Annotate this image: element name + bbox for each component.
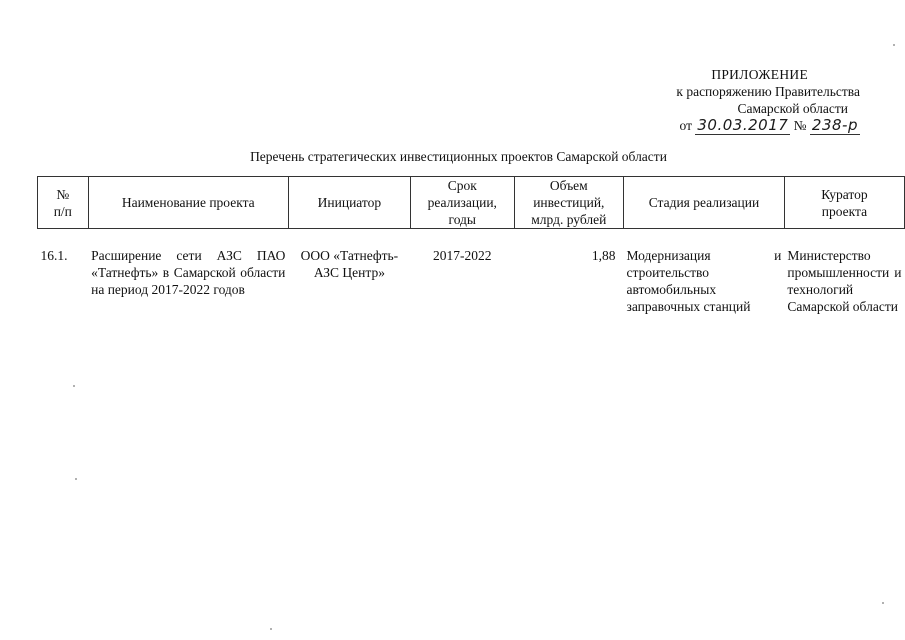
header-name: Наименование проекта [88, 177, 288, 229]
number-prefix: № [793, 118, 807, 133]
header-term-line-1: Срок [447, 178, 477, 193]
header-term [410, 177, 514, 229]
header-stage: Стадия реализации [624, 177, 785, 229]
scan-speck [270, 628, 272, 630]
appendix-heading: ПРИЛОЖЕНИЕ [711, 67, 808, 82]
header-initiator: Инициатор [288, 177, 410, 229]
scan-speck [882, 602, 884, 604]
cell-curator: Министерство промышленности и технологий Самарской области [787, 248, 902, 314]
appendix-date-line [560, 117, 860, 134]
appendix-header [560, 66, 860, 134]
date-prefix: от [679, 118, 693, 133]
header-num [38, 177, 89, 229]
appendix-line-2: Самарской области [737, 101, 848, 116]
cell-investment: 1,88 [591, 248, 616, 263]
appendix-line-1: к распоряжению Правительства [676, 84, 860, 99]
header-term-line-3: годы [448, 212, 477, 227]
header-num-line-2: п/п [53, 203, 72, 219]
cell-term: 2017-2022 [433, 248, 492, 263]
header-curator [784, 177, 904, 229]
header-num-line-1: № [56, 186, 70, 202]
cell-num: 16.1. [40, 248, 68, 263]
projects-table [37, 176, 905, 315]
handwritten-date: 30.03.2017 [697, 116, 789, 134]
document-title [0, 149, 905, 165]
header-curator-line-2: проекта [821, 203, 868, 219]
scan-speck [893, 44, 895, 46]
cell-initiator: ООО «Татнефть-АЗС Центр» [300, 248, 399, 280]
header-curator-line-1: Куратор [821, 186, 868, 202]
cell-name: Расширение сети АЗС ПАО «Татнефть» в Самарской области на период 2017-2022 годов [91, 248, 286, 297]
header-investment-line-3: млрд. рублей [531, 212, 607, 227]
table-header-row [38, 177, 905, 229]
scan-speck [73, 385, 75, 387]
document-title-text: Перечень стратегических инвестиционных проектов Самарской области [250, 149, 667, 164]
handwritten-number: 238-р [811, 116, 858, 134]
header-term-line-2: реализации, [427, 195, 497, 210]
scan-speck [75, 478, 77, 480]
cell-stage: Модернизация и строительство автомобильных заправочных станций [626, 248, 782, 314]
header-investment [514, 177, 623, 229]
header-investment-line-1: Объем [549, 178, 588, 193]
table-row [38, 229, 905, 316]
header-investment-line-2: инвестиций, [533, 195, 605, 210]
